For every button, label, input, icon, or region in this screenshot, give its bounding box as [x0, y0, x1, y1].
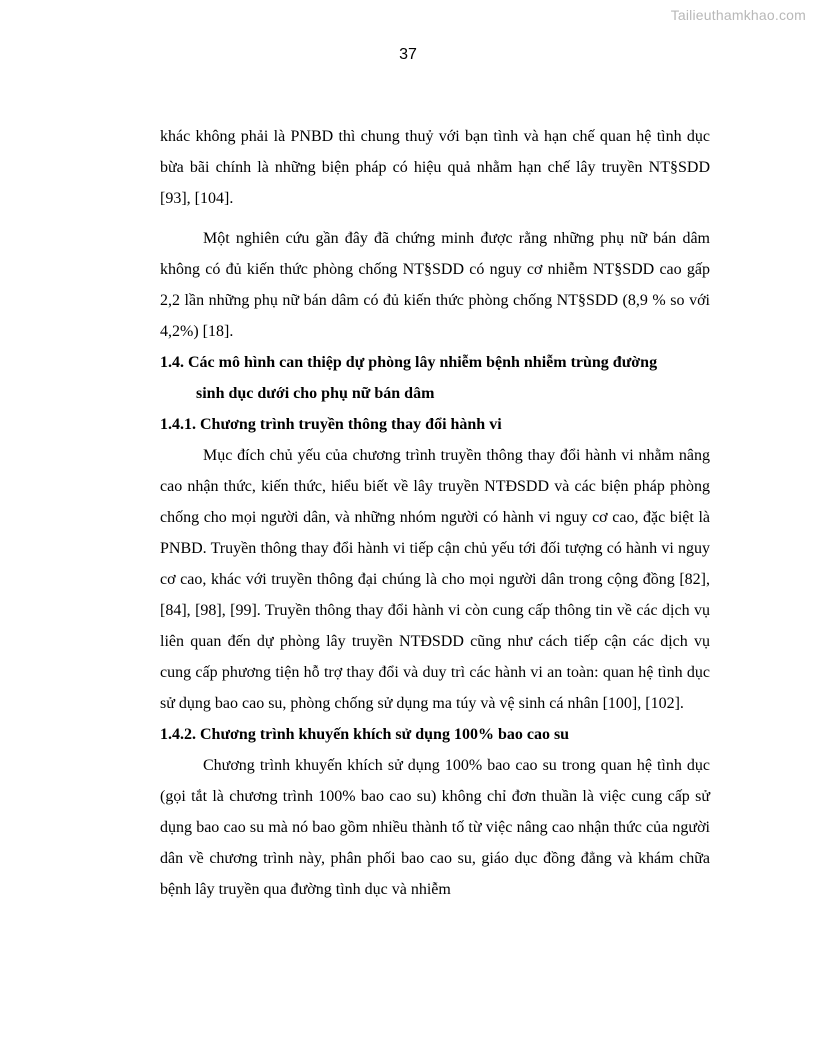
- section-heading-1-4-1: 1.4.1. Chương trình truyền thông thay đổi hành vi: [160, 416, 502, 433]
- section-heading-1-4-line2: sinh dục dưới cho phụ nữ bán dâm: [196, 385, 435, 402]
- paragraph-study: Một nghiên cứu gần đây đã chứng minh được rằng những phụ nữ bán dâm không có đủ kiến thức phòng chống NT§SDD có nguy cơ nhiễm NT§SDD cao gấp 2,2 lần những phụ nữ bán dâm có đủ kiến thức phòng chống NT§SDD (8,9 % so với 4,2%) [18].: [160, 230, 710, 340]
- paragraph-bcc: Mục đích chủ yếu của chương trình truyền thông thay đổi hành vi nhằm nâng cao nhận thức, kiến thức, hiểu biết về lây truyền NTĐSDD và các biện pháp phòng chống cho mọi người dân, và những nhóm người có hành vi nguy cơ cao, đặc biệt là PNBD. Truyền thông thay đổi hành vi tiếp cận chủ yếu tới đối tượng có hành vi nguy cơ cao, khác với truyền thông đại chúng là cho mọi người dân trong cộng đồng [82], [84], [98], [99]. Truyền thông thay đổi hành vi còn cung cấp thông tin về các dịch vụ liên quan đến dự phòng lây truyền NTĐSDD cũng như cách tiếp cận các dịch vụ cung cấp phương tiện hỗ trợ thay đổi và duy trì các hành vi an toàn: quan hệ tình dục sử dụng bao cao su, phòng chống sử dụng ma túy và vệ sinh cá nhân [100], [102].: [160, 447, 710, 712]
- section-heading-1-4: [160, 347, 710, 409]
- section-heading-1-4-2: 1.4.2. Chương trình khuyến khích sử dụng 100% bao cao su: [160, 726, 570, 743]
- paragraph-continuation: khác không phải là PNBD thì chung thuỷ với bạn tình và hạn chế quan hệ tình dục bừa bãi chính là những biện pháp có hiệu quả nhằm hạn chế lây truyền NT§SDD [93], [104].: [160, 128, 710, 207]
- section-heading-1-4-line1: 1.4. Các mô hình can thiệp dự phòng lây nhiễm bệnh nhiễm trùng đường: [160, 354, 658, 371]
- watermark: Tailieuthamkhao.com: [670, 7, 806, 23]
- document-body: [160, 121, 710, 905]
- page-number: 37: [399, 46, 417, 63]
- paragraph-condom-program: Chương trình khuyến khích sử dụng 100% bao cao su trong quan hệ tình dục (gọi tắt là chương trình 100% bao cao su) không chỉ đơn thuần là việc cung cấp sử dụng bao cao su mà nó bao gồm nhiều thành tố từ việc nâng cao nhận thức của người dân về chương trình này, phân phối bao cao su, giáo dục đồng đẳng và khám chữa bệnh lây truyền qua đường tình dục và nhiễm: [160, 757, 710, 898]
